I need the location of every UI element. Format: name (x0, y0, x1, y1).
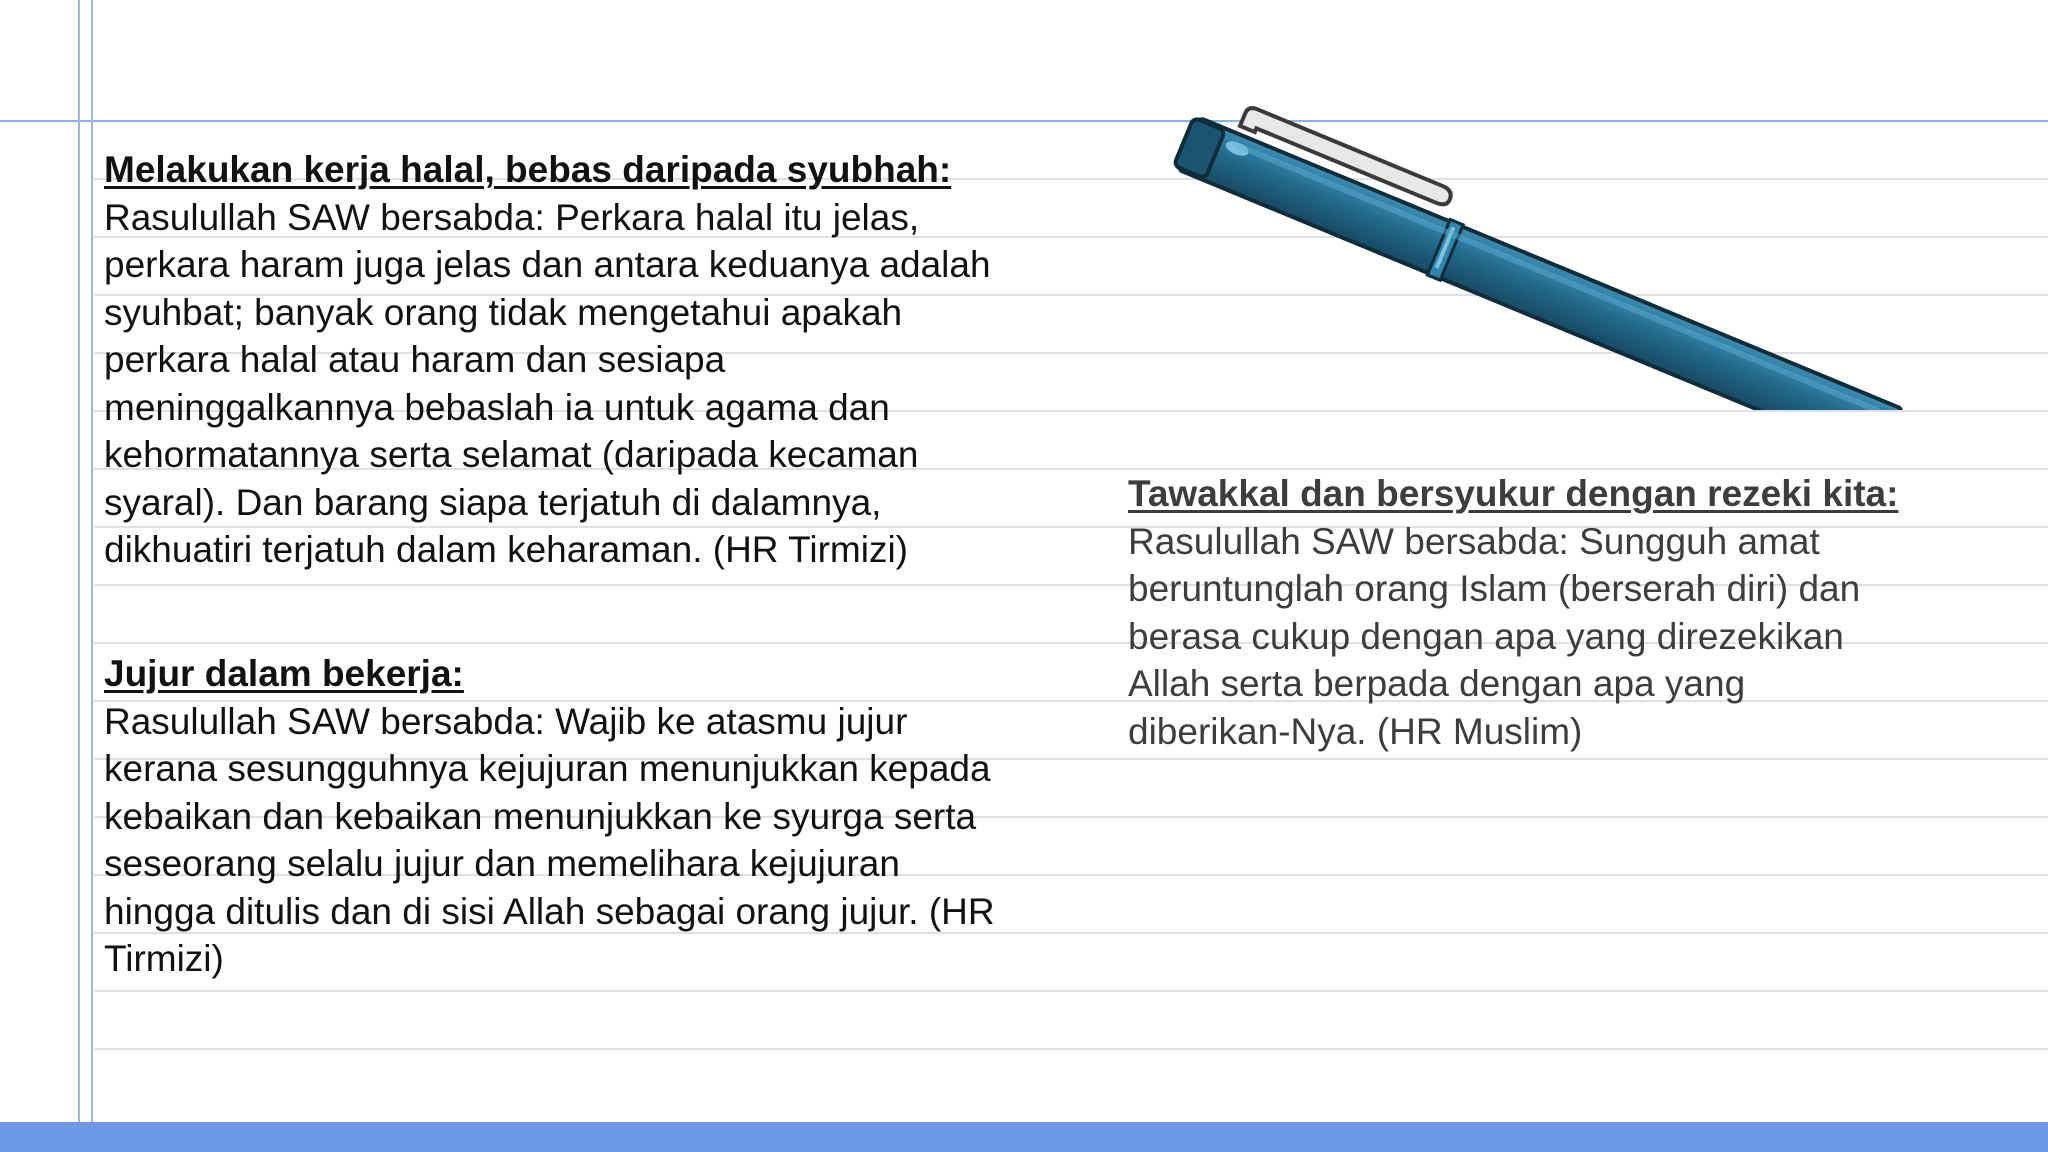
margin-line (91, 0, 93, 1122)
ruled-line (94, 990, 2048, 992)
footer-bar (0, 1122, 2048, 1152)
section-heading: Jujur dalam bekerja: (104, 653, 464, 694)
margin-line (78, 0, 80, 1122)
section-halal (104, 146, 1104, 574)
section-heading: Melakukan kerja halal, bebas daripada syubhah: (104, 149, 952, 190)
section-jujur (104, 650, 1104, 983)
pen-icon (1160, 60, 1930, 410)
section-body: Rasulullah SAW bersabda: Perkara halal itu jelas, perkara haram juga jelas dan antara keduanya adalah syuhbat; banyak orang tidak mengetahui apakah perkara halal atau haram dan sesiapa meninggalkannya bebaslah ia untuk agama dan kehormatannya serta selamat (daripada kecaman syaral). Dan barang siapa terjatuh di dalamnya, dikhuatiri terjatuh dalam keharaman. (HR Tirmizi) (104, 196, 991, 570)
section-body: Rasulullah SAW bersabda: Sungguh amat beruntunglah orang Islam (berserah diri) dan berasa cukup dengan apa yang direzekikan Allah serta berpada dengan apa yang diberikan-Nya. (HR Muslim) (1128, 520, 1861, 752)
ruled-line (94, 1048, 2048, 1050)
section-body: Rasulullah SAW bersabda: Wajib ke atasmu jujur kerana sesungguhnya kejujuran menunjukkan kepada kebaikan dan kebaikan menunjukkan ke syurga serta seseorang selalu jujur dan memelihara kejujuran hingga ditulis dan di sisi Allah sebagai orang jujur. (HR Tirmizi) (104, 700, 995, 979)
section-tawakkal (1128, 470, 2028, 755)
section-heading: Tawakkal dan bersyukur dengan rezeki kita: (1128, 473, 1899, 514)
